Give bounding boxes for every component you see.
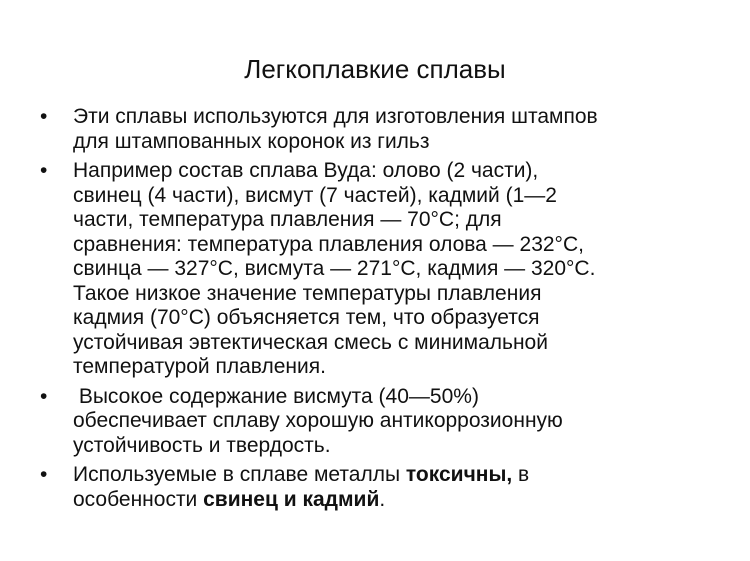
bullet-line: Например состав сплава Вуда: олово (2 части), <box>73 159 539 182</box>
bullet-item-1 <box>40 105 720 154</box>
emphasis-metals: свинец и кадмий <box>203 487 380 511</box>
bullet-line: устойчивая эвтектическая смесь с минимальной <box>73 330 548 354</box>
bullet-line: для штампованных коронок из гильз <box>73 129 430 153</box>
bullet-item-2 <box>40 159 720 380</box>
bullet-list <box>40 105 720 517</box>
bullet-line: Такое низкое значение температуры плавления <box>73 281 542 305</box>
bullet-marker: • <box>40 384 48 408</box>
bullet-item-3 <box>40 385 720 459</box>
bullet-marker: • <box>40 159 48 182</box>
bullet-line <box>73 488 720 513</box>
bullet-text <box>73 159 720 380</box>
bullet-line: части, температура плавления — 70°С; для <box>73 208 502 231</box>
bullet-line <box>73 463 720 488</box>
slide-title: Легкоплавкие сплавы <box>244 54 506 84</box>
bullet-item-4 <box>40 463 720 512</box>
bullet-text-segment: . <box>379 487 386 511</box>
bullet-marker: • <box>40 105 48 128</box>
bullet-text <box>73 105 720 154</box>
bullet-text-segment: Используемые в сплаве металлы <box>73 463 406 486</box>
bullet-line: свинца — 327°С, висмута — 271°С, кадмия — 320°С. <box>73 257 596 280</box>
bullet-line: сравнения: температура плавления олова — 232°С, <box>73 232 584 256</box>
bullet-text <box>73 463 720 512</box>
bullet-text-segment: особенности <box>73 487 204 511</box>
bullet-line: кадмия (70°С) объясняется тем, что образуется <box>73 306 540 329</box>
bullet-line: Высокое содержание висмута (40—50%) <box>73 384 479 408</box>
bullet-line: устойчивость и твердость. <box>73 433 331 457</box>
bullet-text-segment: в <box>512 463 530 486</box>
bullet-line: обеспечивает сплаву хорошую антикоррозионную <box>73 409 563 432</box>
emphasis-toxic: токсичны, <box>405 463 513 486</box>
bullet-line: свинец (4 части), висмут (7 частей), кадмий (1—2 <box>73 183 557 207</box>
bullet-marker: • <box>40 463 48 486</box>
bullet-text <box>73 385 720 459</box>
bullet-line: Эти сплавы используются для изготовления штампов <box>73 105 598 128</box>
bullet-line: температурой плавления. <box>73 355 326 378</box>
